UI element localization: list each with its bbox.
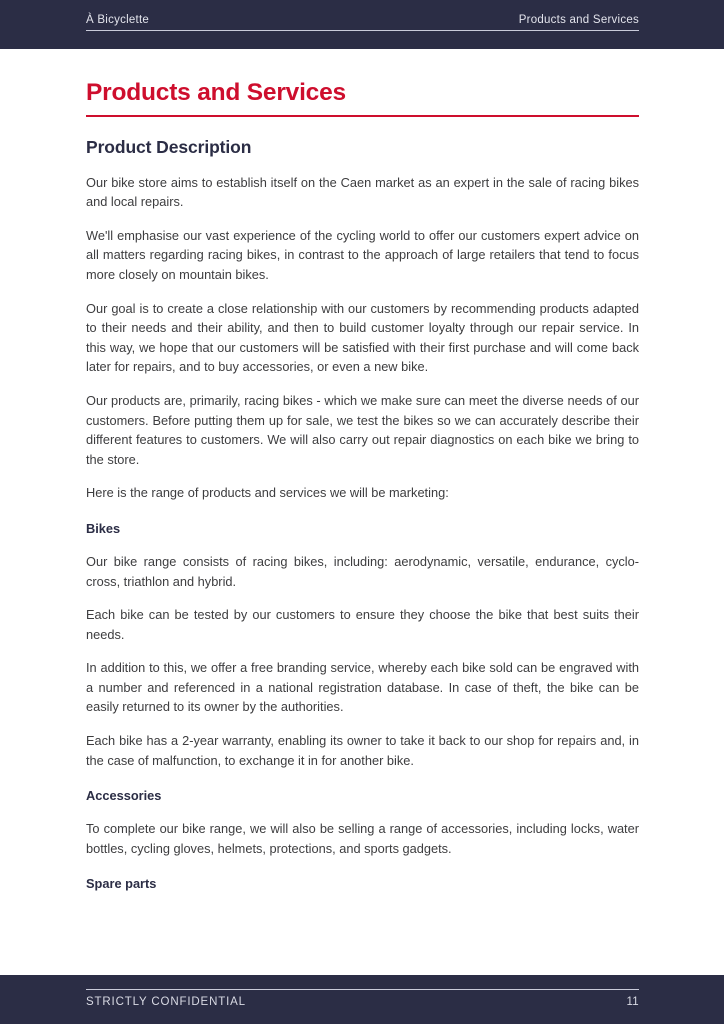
paragraph-products: Our products are, primarily, racing bikes - which we make sure can meet the diverse needs of our customers. Before putting them up for sale, we test the bikes so we can accurately describe their different features to customers. We will also carry out repair diagnostics on each bike we bring to the store. — [86, 392, 639, 467]
paragraph-experience: We'll emphasise our vast experience of the cycling world to offer our customers expert advice on all matters regarding racing bikes, in contrast to the approach of large retailers that tend to focus more closely on mountain bikes. — [86, 227, 639, 282]
subheading-bikes: Bikes — [86, 520, 121, 536]
section-heading-product-description: Product Description — [86, 136, 252, 157]
page-title: Products and Services — [86, 79, 346, 106]
page-content — [86, 49, 639, 892]
paragraph-warranty: Each bike has a 2-year warranty, enabling its owner to take it back to our shop for repairs and, in the case of malfunction, to exchange it in for another bike. — [86, 733, 639, 768]
header-section-name: Products and Services — [518, 14, 639, 26]
paragraph-accessories: To complete our bike range, we will also be selling a range of accessories, including locks, water bottles, cycling gloves, helmets, protections, and sports gadgets. — [86, 821, 639, 856]
footer-page-number: 11 — [626, 996, 639, 1008]
paragraph-goal: Our goal is to create a close relationship with our customers by recommending products adapted to their needs and their ability, and then to build customer loyalty through our repair service. In this way, we hope that our customers will be satisfied with their first purchase and will come back later for repairs, and to buy accessories, or even a new bike. — [86, 300, 639, 375]
paragraph-bike-range: Our bike range consists of racing bikes, including: aerodynamic, versatile, endurance, cyclo-cross, triathlon and hybrid. — [86, 553, 639, 589]
subheading-accessories: Accessories — [86, 788, 162, 804]
header-content — [86, 13, 639, 31]
page-header — [0, 0, 724, 49]
paragraph-range-intro: Here is the range of products and services we will be marketing: — [86, 485, 449, 501]
paragraph-store-aims: Our bike store aims to establish itself on the Caen market as an expert in the sale of racing bikes and local repairs. — [86, 174, 639, 210]
page-footer — [0, 975, 724, 1024]
header-company-name: À Bicyclette — [86, 14, 150, 26]
footer-confidentiality-label: STRICTLY CONFIDENTIAL — [86, 996, 246, 1008]
subheading-spare-parts: Spare parts — [86, 876, 157, 892]
footer-content — [86, 989, 639, 1009]
paragraph-branding-service: In addition to this, we offer a free branding service, whereby each bike sold can be engraved with a number and referenced in a national registration database. In case of theft, the bike can be easily returned to its owner by the authorities. — [86, 660, 639, 715]
paragraph-bike-testing: Each bike can be tested by our customers to ensure they choose the bike that best suits their needs. — [86, 607, 639, 642]
